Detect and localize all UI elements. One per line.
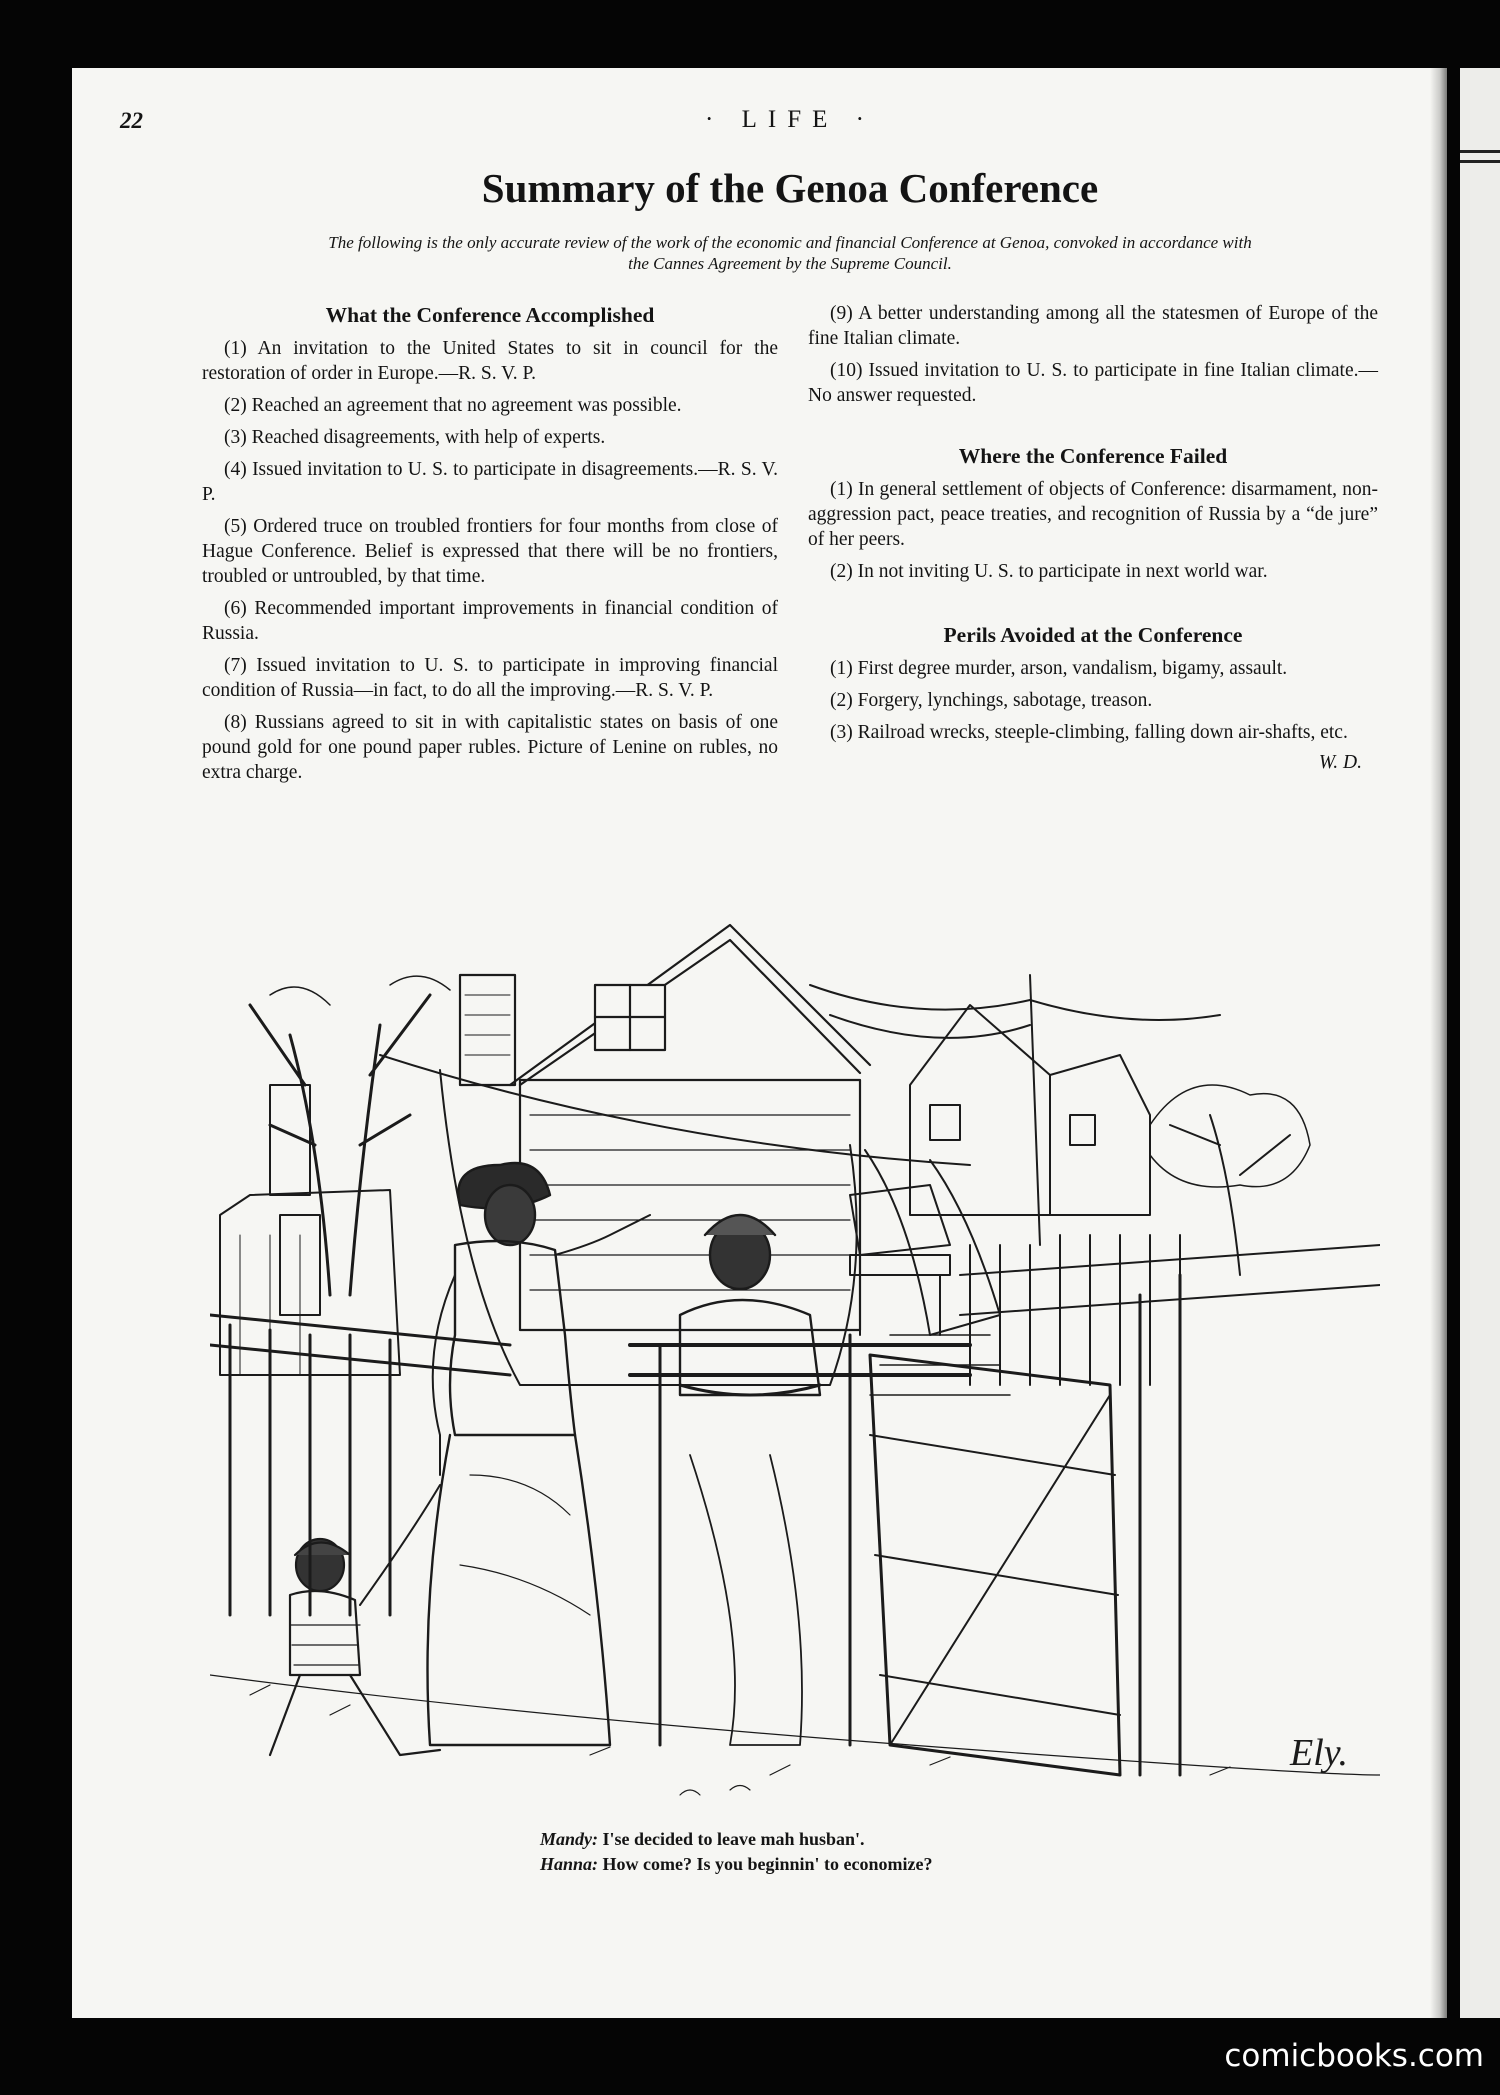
failed-item: (1) In general settlement of objects of Conference: disarmament, non-aggression pact, peace treaties, and recognition of Russia by a “de jure” of her peers. — [808, 479, 1378, 550]
page-number: 22 — [120, 108, 143, 133]
accomplished-item: (6) Recommended important improvements in financial condition of Russia. — [202, 598, 778, 644]
facing-page-rule — [1460, 150, 1500, 153]
article-title: Summary of the Genoa Conference — [481, 165, 1099, 211]
accomplished-item: (1) An invitation to the United States to sit in council for the restoration of order in Europe.—R. S. V. P. — [202, 338, 778, 384]
picket-fence — [870, 1235, 1380, 1395]
kneeling-child — [270, 1485, 440, 1755]
leaning-woman — [680, 1215, 820, 1745]
telegraph-wires — [810, 975, 1220, 1245]
gate-fence — [210, 1275, 1180, 1775]
accomplished-item: (7) Issued invitation to U. S. to participate in improving financial condition of Russia—in fact, to do all the improving.—R. S. V. P. — [202, 655, 778, 701]
facing-page-rule — [1460, 160, 1500, 163]
caption-line — [540, 1827, 1160, 1852]
perils-item: (1) First degree murder, arson, vandalism, bigamy, assault. — [830, 658, 1288, 679]
accomplished-item: (2) Reached an agreement that no agreement was possible. — [224, 395, 682, 416]
article-intro: The following is the only accurate review of the work of the economic and financial Conference at Genoa, convoked in accordance with the Cannes Agreement by the Supreme Council. — [328, 233, 1252, 273]
site-watermark: comicbooks.com — [1224, 2038, 1484, 2074]
caption-line — [540, 1852, 1160, 1877]
section-heading-perils: Perils Avoided at the Conference — [943, 623, 1243, 647]
artist-signature: Ely. — [1290, 1732, 1349, 1774]
perils-item: (3) Railroad wrecks, steeple-climbing, falling down air-shafts, etc. — [830, 722, 1348, 743]
caption-speaker: Mandy: — [540, 1829, 598, 1849]
standing-woman — [428, 1163, 651, 1745]
left-column — [202, 301, 778, 792]
perils-item: (2) Forgery, lynchings, sabotage, treason. — [830, 690, 1153, 711]
author-initials: W. D. — [1318, 752, 1362, 773]
failed-item: (2) In not inviting U. S. to participate in next world war. — [830, 561, 1268, 582]
caption-text: I'se decided to leave mah husban'. — [602, 1829, 865, 1849]
cartoon-illustration — [210, 915, 1380, 1815]
section-heading-accomplished: What the Conference Accomplished — [325, 303, 655, 327]
facing-page-edge — [1460, 68, 1500, 2018]
accomplished-item: (3) Reached disagreements, with help of experts. — [224, 427, 606, 448]
section-heading-failed: Where the Conference Failed — [958, 444, 1228, 468]
right-column — [808, 301, 1378, 775]
caption-text: How come? Is you beginnin' to economize? — [602, 1854, 933, 1874]
caption-speaker: Hanna: — [540, 1854, 599, 1874]
cartoon-caption — [540, 1827, 1160, 1877]
running-head: · LIFE · — [705, 106, 875, 133]
page-gutter-shadow — [1430, 68, 1448, 2018]
ground — [210, 1675, 1380, 1795]
accomplished-item: (4) Issued invitation to U. S. to participate in disagreements.—R. S. V. P. — [202, 459, 778, 505]
accomplished-item: (9) A better understanding among all the statesmen of Europe of the fine Italian climate. — [808, 303, 1378, 349]
accomplished-item: (5) Ordered truce on troubled frontiers for four months from close of Hague Conference. Belief is expressed that there will be no frontiers, troubled or untroubled, by that time. — [202, 516, 778, 587]
accomplished-item: (8) Russians agreed to sit in with capitalistic states on basis of one pound gold for one pound paper rubles. Picture of Lenine on rubles, no extra charge. — [202, 712, 778, 783]
tree-right — [1150, 1085, 1310, 1275]
accomplished-item: (10) Issued invitation to U. S. to participate in fine Italian climate.—No answer requested. — [808, 360, 1378, 406]
